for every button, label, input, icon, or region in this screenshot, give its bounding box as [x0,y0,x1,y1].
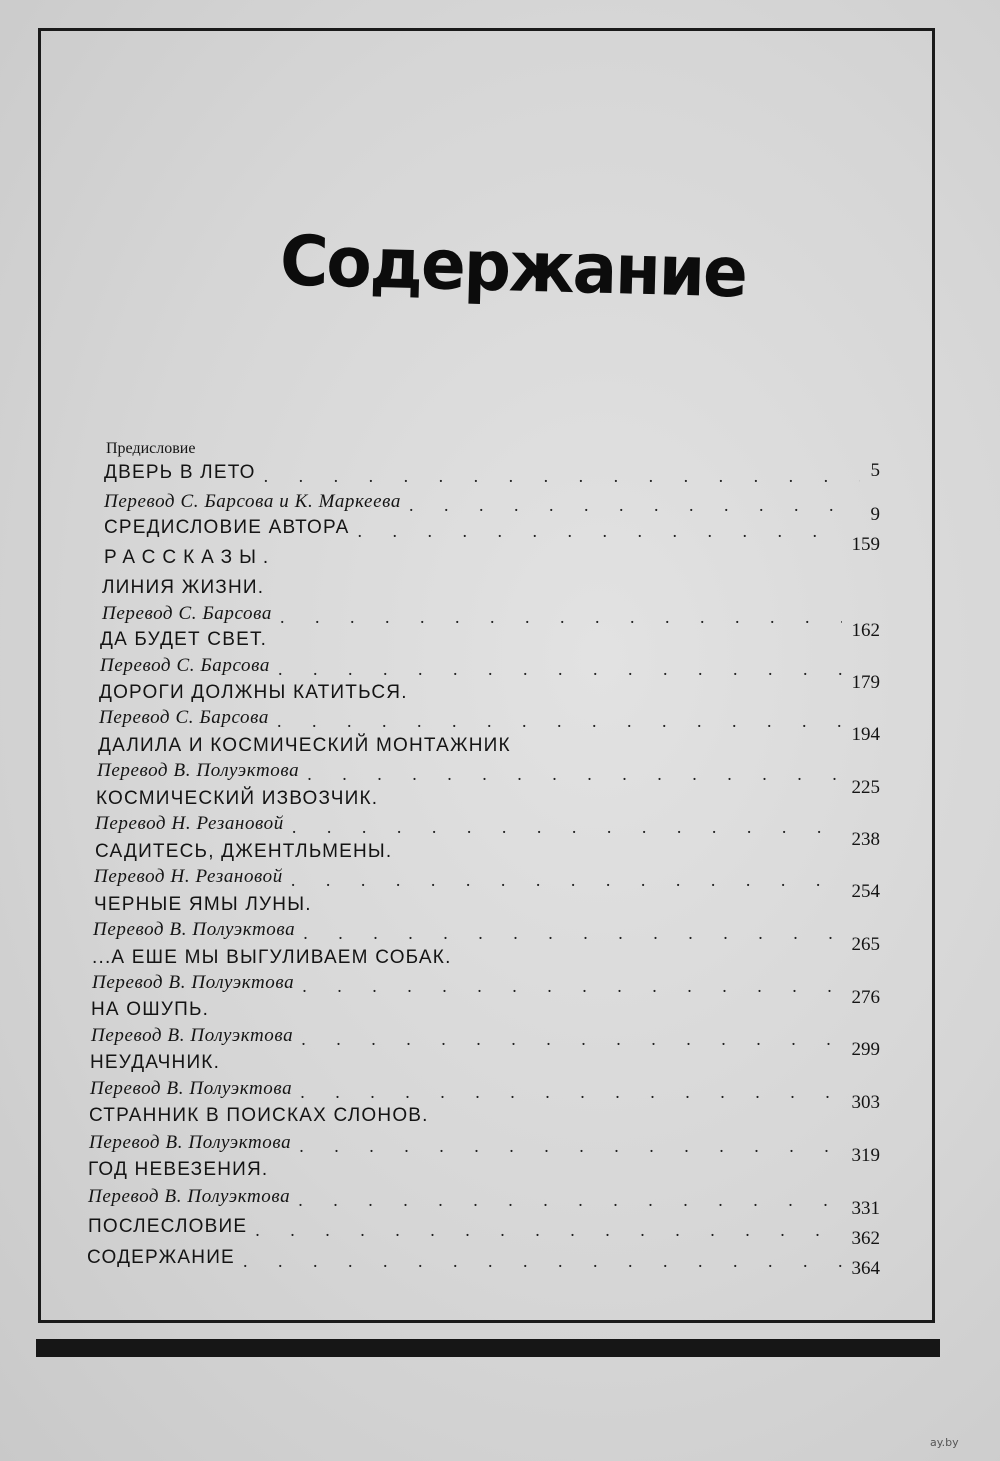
toc-entry-title: ДВЕРЬ В ЛЕТО [104,462,256,483]
toc-page-number: 299 [851,1039,880,1060]
toc-page-number: 303 [851,1092,880,1113]
toc-entry [96,786,546,812]
toc-entry-title: СОДЕРЖАНИЕ [87,1247,235,1268]
dot-leader [277,711,842,731]
toc-entry [95,839,545,865]
dot-leader [299,1136,842,1156]
toc-entry-title: Предисловие [106,440,196,457]
toc-entry [100,627,500,653]
toc-entry [91,997,491,1023]
toc-entry [88,1184,842,1210]
dot-leader [302,976,842,996]
toc-entry-title: ДА БУДЕТ СВЕТ. [100,629,268,650]
toc-entry [104,460,860,486]
dot-leader [307,764,842,784]
toc-entry [99,680,549,706]
dot-leader [280,607,842,627]
dot-leader [291,870,842,890]
toc-page-number: 364 [851,1258,880,1279]
toc-page-number: 162 [851,620,880,641]
toc-entry [88,1214,842,1240]
toc-entry-translator: Перевод Н. Резановой [94,866,283,887]
toc-entry-title: ГОД НЕВЕЗЕНИЯ. [88,1159,269,1180]
toc-entry [90,1076,842,1102]
toc-entry [99,705,842,731]
dot-leader [243,1251,842,1271]
toc-page-number: 179 [851,672,880,693]
toc-entry-preface [106,436,366,462]
dot-leader [358,521,835,541]
toc-entry [92,970,842,996]
toc-entry [89,1103,549,1129]
toc-page-number: 194 [851,724,880,745]
toc-entry-translator: Перевод В. Полуэктова [88,1186,291,1207]
toc-entry-translator: Перевод С. Барсова [100,655,270,676]
toc-entry-translator: Перевод В. Полуэктова [97,760,300,781]
toc-entry-translator: Перевод В. Полуэктова [89,1132,292,1153]
toc-entry-title: РАССКАЗЫ. [104,547,276,568]
toc-entry-title: ЧЕРНЫЕ ЯМЫ ЛУНЫ. [94,894,312,915]
dot-leader [409,495,860,515]
toc-page-number: 265 [851,934,880,955]
toc-section-heading [104,545,424,571]
toc-page-number: 159 [851,534,880,555]
toc-entry [102,575,502,601]
toc-entry [97,758,842,784]
dot-leader [278,659,842,679]
toc-entry [104,515,834,541]
toc-entry [94,892,514,918]
toc-entry-title: СРЕДИСЛОВИЕ АВТОРА [104,517,350,538]
toc-entry-translator: Перевод Н. Резановой [95,813,284,834]
toc-page-number: 331 [851,1198,880,1219]
toc-page-number: 276 [851,987,880,1008]
toc-page-number: 362 [851,1228,880,1249]
bottom-rule [36,1339,940,1357]
toc-entry-translator: Перевод В. Полуэктова [90,1078,293,1099]
dot-leader [292,817,842,837]
toc-entry [92,945,572,971]
toc-page-number: 5 [870,460,880,481]
toc-entry-title: ...А ЕШЕ МЫ ВЫГУЛИВАЕМ СОБАК. [92,947,452,968]
toc-entry [91,1023,842,1049]
toc-page-number: 9 [870,504,880,525]
toc-entry [100,653,842,679]
toc-entry-title: САДИТЕСЬ, ДЖЕНТЛЬМЕНЫ. [95,841,393,862]
toc-entry-title: НА ОШУПЬ. [91,999,210,1020]
toc-page-number: 238 [851,829,880,850]
toc-entry [89,1130,842,1156]
watermark: ay.by [930,1436,959,1449]
toc-entry-title: КОСМИЧЕСКИЙ ИЗВОЗЧИК. [96,788,379,809]
toc-entry-translator: Перевод В. Полуэктова [93,919,296,940]
toc-entry-title: ЛИНИЯ ЖИЗНИ. [102,577,265,598]
toc-entry-translator: Перевод С. Барсова [99,707,269,728]
toc-entry-translator: Перевод В. Полуэктова [91,1025,294,1046]
toc-entry [88,1157,488,1183]
toc-entry-title: ДОРОГИ ДОЛЖНЫ КАТИТЬСЯ. [99,682,408,703]
dot-leader [255,1220,842,1240]
toc-entry [98,733,658,759]
toc-entry-translator: Перевод В. Полуэктова [92,972,295,993]
dot-leader [264,466,860,486]
dot-leader [301,1029,842,1049]
toc-entry-translator: Перевод С. Барсова [102,603,272,624]
toc-entry-title: ДАЛИЛА И КОСМИЧЕСКИЙ МОНТАЖНИК [98,735,511,756]
dot-leader [303,923,842,943]
toc-entry [104,489,860,515]
toc-entry-title: ПОСЛЕСЛОВИЕ [88,1216,248,1237]
toc-entry [102,601,842,627]
toc-page-number: 254 [851,881,880,902]
toc-entry-title: НЕУДАЧНИК. [90,1052,221,1073]
toc-entry-title: СТРАННИК В ПОИСКАХ СЛОНОВ. [89,1105,429,1126]
toc-page-number: 225 [851,777,880,798]
toc-page-number: 319 [851,1145,880,1166]
toc-entry [87,1245,842,1271]
dot-leader [300,1082,842,1102]
toc-entry [94,864,842,890]
toc-entry [90,1050,490,1076]
dot-leader [298,1190,842,1210]
toc-entry [95,811,842,837]
toc-entry [93,917,842,943]
page-title: Содержание [279,220,747,314]
toc-entry-translator: Перевод С. Барсова и К. Маркеева [104,491,401,512]
